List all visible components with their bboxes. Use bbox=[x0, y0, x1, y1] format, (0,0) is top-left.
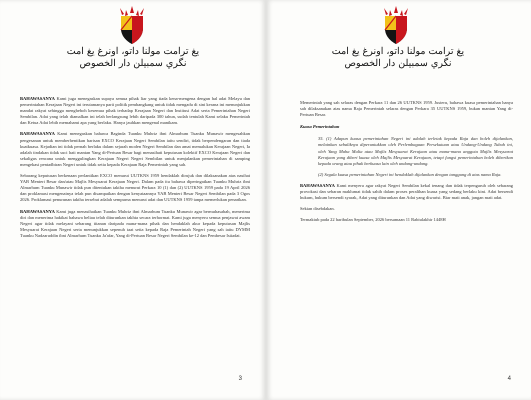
date-line: Termaktub pada 22 haribulan September, 2026 bersamaan 11 Rabiulakhir 1448H bbox=[300, 217, 446, 223]
paragraph-text: Kami menyeru agar rakyat Negeri Sembilan kekal tenang dan tidak terpengaruh oleh sebarang provokasi dan sebaran maklumat tidak sahih dalam proses peralihan kuasa yang sedang berlaku kini. Adat bersendi hukum, hukum bersendi syarak, Adat yang diturunkan dan Adat yang diwarisi. Biar mati anak, jangan mati adat. bbox=[300, 182, 513, 201]
state-crest-icon bbox=[112, 4, 152, 46]
paragraph-text: Kami juga menasihatkan Tuanku Muhriz ibni Almarhum Tuanku Munawir agar bermuhasabah, menerima diri dan menerima hakikat bahawa beliau telah diturunkan takhta secara terhormat. Kami juga menyeru semua penjawat awam Negeri agar tidak melayani sebarang titanan daripada mana-mana pihak dan hendaklah akur kepada keputusan Majlis Mesyuarat Kerajaan Negeri serta menunjukkan sepenuh taat setia kepada Raja Pemerintah Negeri yang sah iaitu DYMM Tuanku Nadzaruddin ibni Almarhum Tuanku Ja'afar, Yang di-Pertuan Besar Negeri Sembilan ke-12 dan Pembesar Istiadat. bbox=[20, 208, 251, 238]
lead-word: BAHAWASANYA bbox=[20, 131, 55, 137]
motto-line-1: يغ ترامت مولنا داتو، اونرغ يغ امت bbox=[331, 46, 465, 57]
page-3-body bbox=[20, 96, 250, 244]
lead-word: BAHAWASANYA bbox=[20, 96, 55, 101]
page-4 bbox=[266, 0, 531, 400]
motto-line-2: نگري سمبيلن دار الخصوص bbox=[344, 58, 452, 69]
paragraph bbox=[20, 96, 250, 126]
state-motto bbox=[308, 46, 488, 70]
closing-line: Sekian disebdakan. bbox=[300, 206, 335, 212]
lead-word: BAHAWASANYA bbox=[300, 182, 335, 188]
motto-line-2: نگري سمبيلن دار الخصوص bbox=[79, 58, 187, 69]
motto-line-1: يغ ترامت مولنا داتو، اونرغ يغ امت bbox=[66, 46, 200, 57]
state-motto bbox=[43, 46, 223, 70]
paragraph-text: Kami juga menegaskan supaya semua pihak liar yang tiada kena-mengena dengan hal adat Melayu dan pemerintahan Kerajaan Negeri ini terutamanya parti politik pembangkang untuk tidak mengadu di sini kerana ini menunjukkan mandat rakyat sehingga mengheboh kesemua pihak terhadap Kerajaan Negeri dan Institusi Adat serta Pemerintahan Negeri Sembilan. Adat yang telah diamalkan ini telah berlangsung lebih daripada 300 tahun, sudah tentulah Kami selaku Pemerintah dan Ketua Adat lebih memahami apa yang berlaku. Hanya jauhkan mengenal manikam. bbox=[20, 96, 250, 126]
section-heading: Kuasa Pemerintahan bbox=[300, 124, 340, 130]
paragraph: Sebarang keputusan berkenaan perlantikan EXCO menurut UUTKNS 1959 hendaklah dirujuk dan dilaksanakan atas nasihat YAB Menteri Besar dan/atau Majlis Mesyuarat Kerajaan Negeri. Dalam pada itu bahawa diperingatkan Tuanku Muhriz ibni Almarhum Tuanku Munawir tidak pun ditentukan taktha menurut Perkara 10 (1) dan (2) UUTKNS 1959 pada 19 April 2026 dan proklamasi mengenainya telah pun disampaikan dengan kenyataannya YAB Menteri Besar Negeri Sembilan pada 3 Ogos 2026. Proklamasi penurunan taktha tersebut adalah sempurna menurut adat dan UUTKNS 1959 tanpa memerlukan penarikan. bbox=[20, 173, 250, 203]
paragraph bbox=[20, 131, 250, 168]
paragraph bbox=[300, 183, 513, 201]
paragraph: Memerintah yang sah selaras dengan Perkara 11 dan 26 UUTKNS 1959. Justeru, bahawa kuasa pemerintahan hanya sah dilaksanakan atas nama Raja Pemerintah selaras dengan Perkara 35 UUTKNS 1959, bukan mantan Yang di-Pertuan Besar. bbox=[300, 100, 513, 118]
paragraph-text: Kami menegaskan bahawa Baginda Tuanku Muhriz ibni Almarhum Tuanku Munawir mengesahkan pengesanan untuk memberhentikan barisan EXCO Kerajaan Negeri Sembilan iaitu sendiri, tidak berpendengaran dan tiada kuatkuasa. Kejadian ini tidak pernah berlaku dalam sejarah moden Negeri Sembilan dan amat memalukan Kerajaan Negeri, Ia adalah tindakan tidak suci hati mantan Yang di-Pertuan Besar bagi menasihati keputusan kolektif EXCO Kerajaan Negeri dan sekaligus rencana untuk menggulingkan Kerajaan Negeri Negeri Sembilan untuk menjalankan pemerintahan di samping mengekasi pentadbiran Negeri untuk tidak setia kepada Kerajaan Raja Pemerintah yang sah. bbox=[20, 131, 251, 167]
state-crest-icon bbox=[376, 4, 416, 46]
quoted-clause: (2) Segala kuasa pemerintahan Negeri ini hendaklah dijalankan dengan tanggung di atas nama Raja. bbox=[318, 171, 502, 177]
page-number: 3 bbox=[238, 376, 242, 382]
quoted-clause: 35. (1) Adapun kuasa pemerintahan Negeri ini adalah terletak kepada Raja dan boleh dijalankan, melainkan sebaliknya diperuntukkan oleh Perlembagaan Persekutuan atau Undang-Undang Tubuh ini, oleh Yang Maha Mulia atau Majlis Mesyuarat Kerajaan atau mana-mana anggota Majlis Mesyuarat Kerajaan yang diberi kuasa oleh Majlis Mesyuarat Kerajaan, tetapi fungsi pemerintahan boleh diberikan kepada orang atau pihak berkuasa lain oleh undang-undang. bbox=[318, 136, 513, 166]
paragraph bbox=[20, 209, 250, 239]
page-number: 4 bbox=[507, 376, 511, 382]
page-4-body bbox=[300, 100, 513, 228]
lead-word: BAHAWASANYA bbox=[20, 208, 55, 214]
